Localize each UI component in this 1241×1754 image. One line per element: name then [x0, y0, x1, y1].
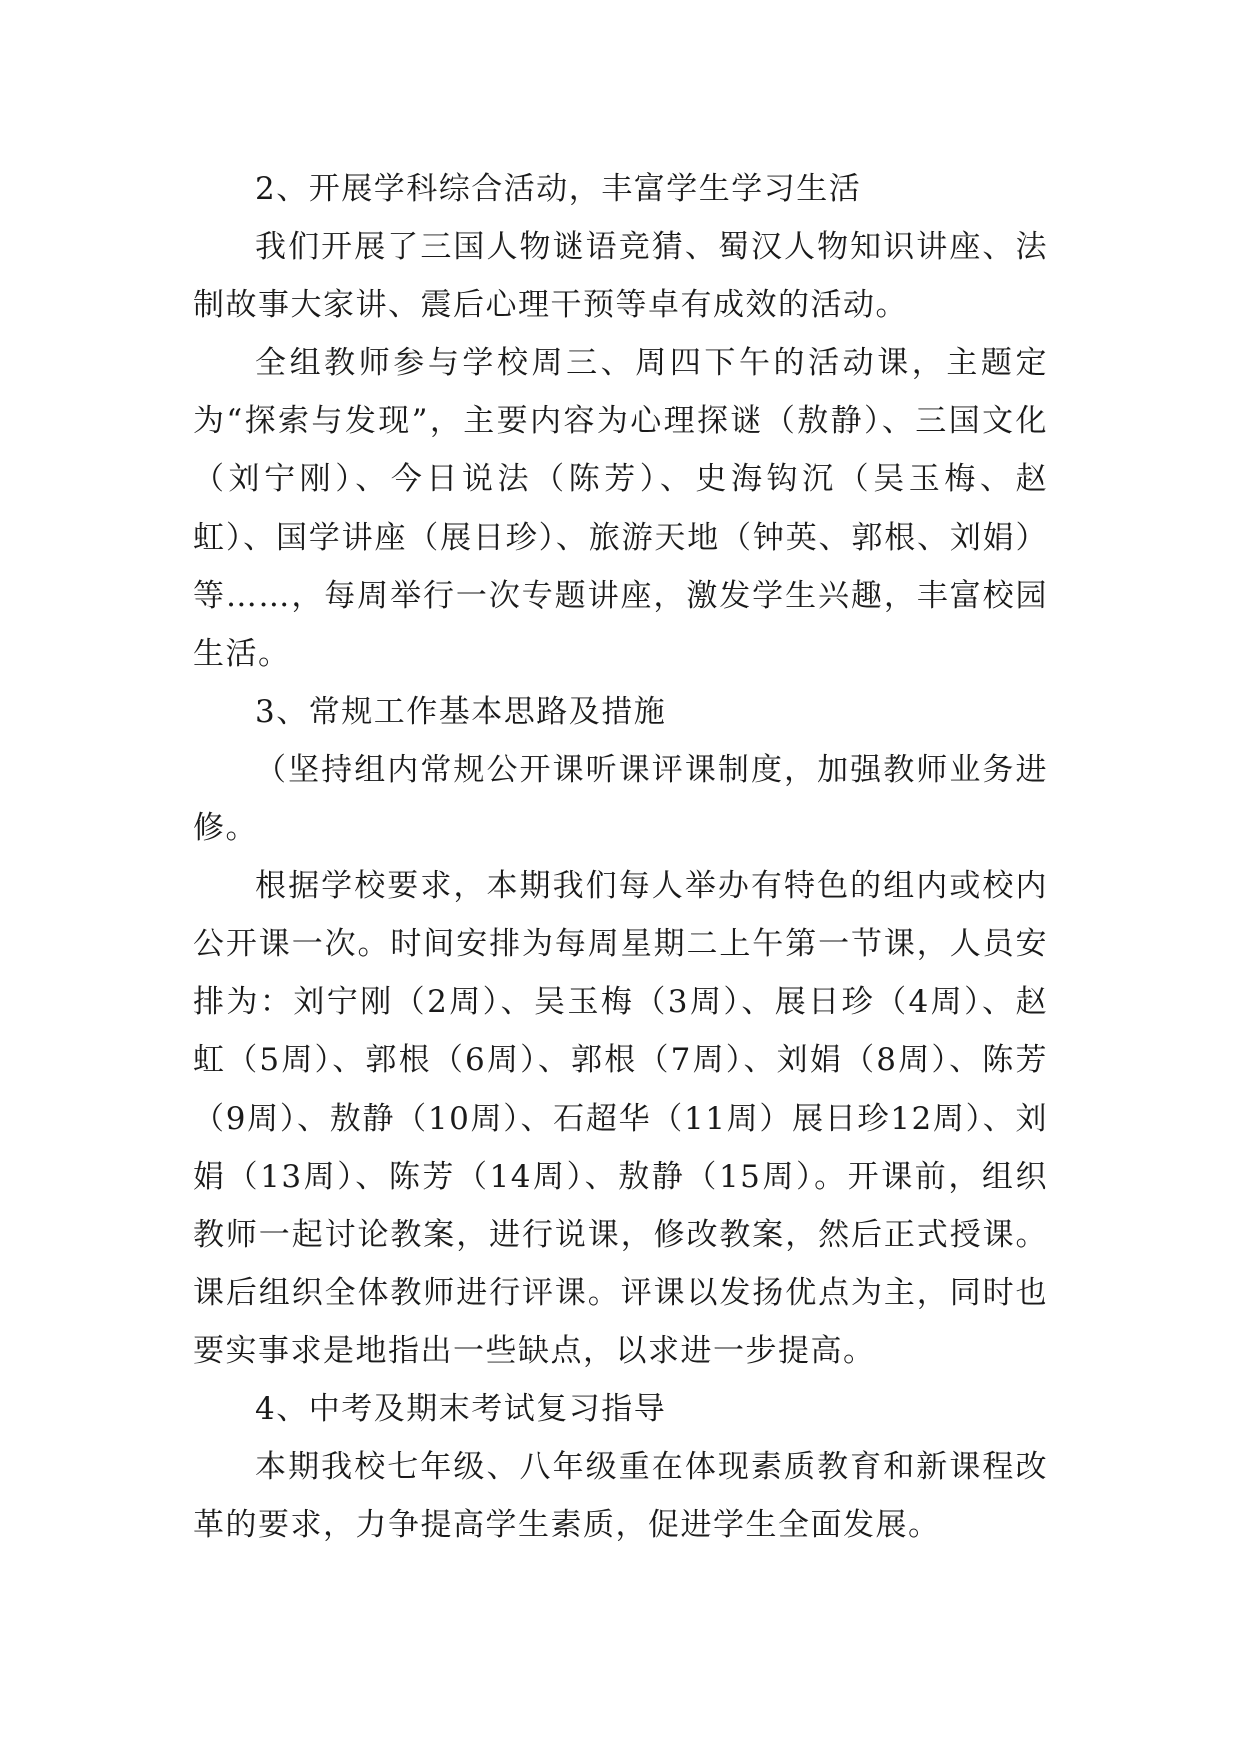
paragraph: 根据学校要求，本期我们每人举办有特色的组内或校内公开课一次。时间安排为每周星期二上午第一节课，人员安排为：刘宁刚（2周）、吴玉梅（3周）、展日珍（4周）、赵虹（5周）、郭根（6周）、郭根（7周）、刘娟（8周）、陈芳（9周）、敖静（10周）、石超华（11周）展日珍12周）、刘娟（13周）、陈芳（14周）、敖静（15周）。开课前，组织教师一起讨论教案，进行说课，修改教案，然后正式授课。课后组织全体教师进行评课。评课以发扬优点为主，同时也要实事求是地指出一些缺点，以求进一步提高。	[193, 868, 1048, 1369]
heading-2: 2、开展学科综合活动，丰富学生学习生活	[255, 171, 862, 207]
paragraph: 全组教师参与学校周三、周四下午的活动课，主题定为“探索与发现”，主要内容为心理探谜（敖静）、三国文化（刘宁刚）、今日说法（陈芳）、史海钩沉（吴玉梅、赵虹）、国学讲座（展日珍）、旅游天地（钟英、郭根、刘娟）等……，每周举行一次专题讲座，激发学生兴趣，丰富校园生活。	[193, 345, 1048, 672]
paragraph: 我们开展了三国人物谜语竞猜、蜀汉人物知识讲座、法制故事大家讲、震后心理干预等卓有成效的活动。	[193, 229, 1048, 324]
paragraph: 本期我校七年级、八年级重在体现素质教育和新课程改革的要求，力争提高学生素质，促进学生全面发展。	[193, 1449, 1048, 1544]
heading-4: 4、中考及期末考试复习指导	[255, 1390, 667, 1427]
heading-3: 3、常规工作基本思路及措施	[255, 693, 667, 730]
paragraph: （坚持组内常规公开课听课评课制度，加强教师业务进修。	[193, 751, 1048, 847]
document-body	[193, 160, 1048, 1554]
